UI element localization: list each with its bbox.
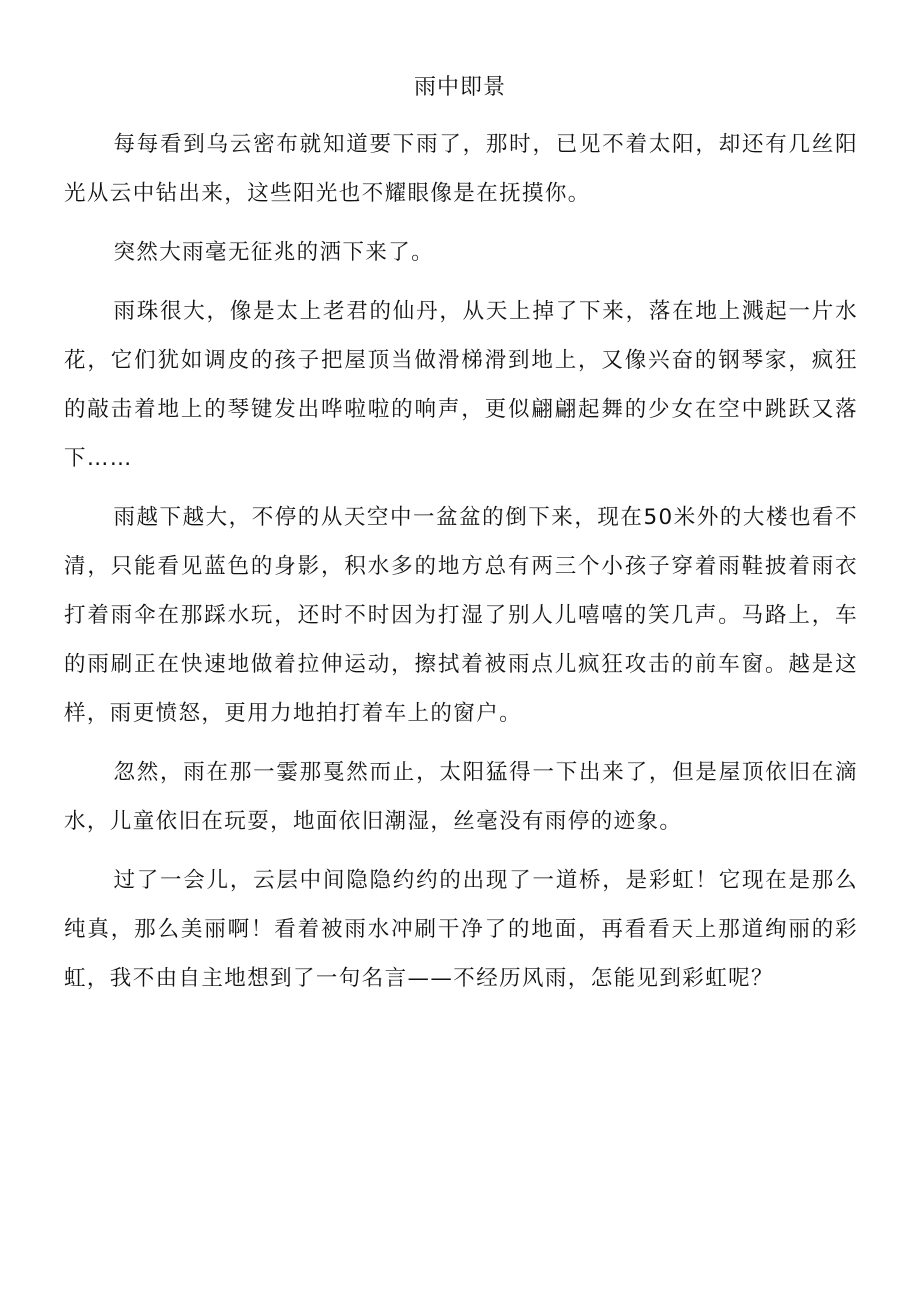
paragraph-4: 雨越下越大，不停的从天空中一盆盆的倒下来，现在50米外的大楼也看不清，只能看见蓝色的身影，积水多的地方总有两三个小孩子穿着雨鞋披着雨衣打着雨伞在那踩水玩，还时不时因为打湿了别人儿嘻嘻的笑几声。马路上，车的雨刷正在快速地做着拉伸运动，擦拭着被雨点儿疯狂攻击的前车窗。越是这样，雨更愤怒，更用力地拍打着车上的窗户。	[64, 505, 858, 726]
page-title: 雨中即景	[413, 75, 506, 100]
paragraph-2: 突然大雨毫无征兆的洒下来了。	[113, 240, 435, 265]
paragraph-3: 雨珠很大，像是太上老君的仙丹，从天上掉了下来，落在地上溅起一片水花，它们犹如调皮的孩子把屋顶当做滑梯滑到地上，又像兴奋的钢琴家，疯狂的敲击着地上的琴键发出哗啦啦的响声，更似翩翩起舞的少女在空中跳跃又落下……	[64, 299, 858, 471]
paragraph-6: 过了一会儿，云层中间隐隐约约的出现了一道桥，是彩虹！它现在是那么纯真，那么美丽啊！看着被雨水冲刷干净了的地面，再看看天上那道绚丽的彩虹，我不由自主地想到了一句名言——不经历风雨，怎能见到彩虹呢？	[64, 868, 858, 991]
paragraph-1: 每每看到乌云密布就知道要下雨了，那时，已见不着太阳，却还有几丝阳光从云中钻出来，这些阳光也不耀眼像是在抚摸你。	[64, 132, 858, 206]
paragraph-5: 忽然，雨在那一霎那戛然而止，太阳猛得一下出来了，但是屋顶依旧在滴水，儿童依旧在玩耍，地面依旧潮湿，丝毫没有雨停的迹象。	[64, 760, 858, 834]
document-body	[64, 120, 858, 1013]
